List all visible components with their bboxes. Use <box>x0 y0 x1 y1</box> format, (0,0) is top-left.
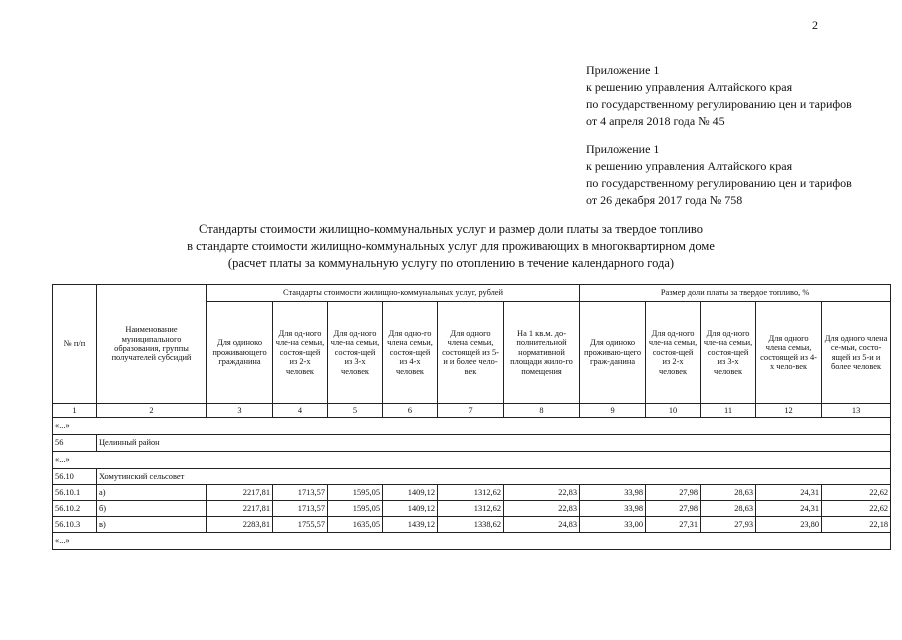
row-code: 56.10.1 <box>53 485 97 501</box>
region-name: Целинный район <box>97 435 891 452</box>
column-number: 2 <box>97 404 207 418</box>
row-value: 24,31 <box>756 485 822 501</box>
row-value: 22,18 <box>822 517 891 533</box>
row-mark: в) <box>97 517 207 533</box>
header-sub1: Для одно-го члена семьи, состоя-щей из 4-х человек <box>383 302 438 404</box>
title-line: Стандарты стоимости жилищно-коммунальных услуг и размер доли платы за твердое топливо <box>199 222 703 236</box>
table-row <box>53 501 891 517</box>
row-value: 27,93 <box>701 517 756 533</box>
row-code: 56.10.2 <box>53 501 97 517</box>
header-sub1: На 1 кв.м. до-полнительной нормативной площади жило-го помещения <box>504 302 580 404</box>
ellipsis-row <box>53 533 891 550</box>
row-value: 27,98 <box>646 485 701 501</box>
column-number: 1 <box>53 404 97 418</box>
row-value: 1439,12 <box>383 517 438 533</box>
row-value: 33,98 <box>580 501 646 517</box>
row-value: 27,98 <box>646 501 701 517</box>
column-number: 4 <box>273 404 328 418</box>
title-line: (расчет платы за коммунальную услугу по отоплению в течение календарного года) <box>227 256 675 270</box>
appendix-line: от 26 декабря 2017 года № 758 <box>586 193 743 207</box>
column-number: 5 <box>328 404 383 418</box>
header-sub2: Для од-ного чле-на семьи, состоя-щей из 2-х человек <box>646 302 701 404</box>
row-value: 33,98 <box>580 485 646 501</box>
settlement-name: Хомутинский сельсовет <box>97 469 891 485</box>
appendix-line: к решению управления Алтайского края <box>586 159 793 173</box>
appendix-line: к решению управления Алтайского края <box>586 80 793 94</box>
row-value: 1409,12 <box>383 501 438 517</box>
row-value: 1595,05 <box>328 485 383 501</box>
row-value: 23,80 <box>756 517 822 533</box>
row-mark: а) <box>97 485 207 501</box>
row-value: 24,83 <box>504 517 580 533</box>
row-value: 22,83 <box>504 501 580 517</box>
row-value: 22,62 <box>822 485 891 501</box>
row-value: 24,31 <box>756 501 822 517</box>
row-value: 28,63 <box>701 501 756 517</box>
table-row <box>53 517 891 533</box>
settlement-row <box>53 469 891 485</box>
standards-table <box>52 284 891 550</box>
column-number: 8 <box>504 404 580 418</box>
header-group-standards: Стандарты стоимости жилищно-коммунальных услуг, рублей <box>207 285 580 302</box>
row-value: 2217,81 <box>207 485 273 501</box>
appendix-line: Приложение 1 <box>586 63 660 77</box>
ellipsis-row <box>53 418 891 435</box>
row-value: 22,83 <box>504 485 580 501</box>
header-sub2: Для од-ного чле-на семьи, состоя-щей из 3-х человек <box>701 302 756 404</box>
ellipsis: «...» <box>53 533 891 550</box>
row-value: 1713,57 <box>273 485 328 501</box>
title-line: в стандарте стоимости жилищно-коммунальных услуг для проживающих в многоквартирном доме <box>187 239 715 253</box>
header-sub1: Для од-ного чле-на семьи, состоя-щей из 2-х человек <box>273 302 328 404</box>
row-value: 33,00 <box>580 517 646 533</box>
page-number: 2 <box>812 18 818 32</box>
column-number: 9 <box>580 404 646 418</box>
header-col-no: № п/п <box>53 285 97 404</box>
row-code: 56.10.3 <box>53 517 97 533</box>
ellipsis: «...» <box>53 418 891 435</box>
document-title <box>0 221 902 272</box>
ellipsis: «...» <box>53 452 891 469</box>
appendix-line: Приложение 1 <box>586 142 660 156</box>
table-row <box>53 485 891 501</box>
row-value: 28,63 <box>701 485 756 501</box>
row-value: 22,62 <box>822 501 891 517</box>
header-sub2: Для одиноко проживаю-щего граж-данина <box>580 302 646 404</box>
column-number: 10 <box>646 404 701 418</box>
header-sub2: Для одного члена семьи, состоящей из 4-х чело-век <box>756 302 822 404</box>
row-value: 1409,12 <box>383 485 438 501</box>
appendix-header-2 <box>586 141 852 209</box>
row-value: 1635,05 <box>328 517 383 533</box>
column-number: 7 <box>438 404 504 418</box>
row-value: 1595,05 <box>328 501 383 517</box>
column-number: 3 <box>207 404 273 418</box>
row-value: 1312,62 <box>438 501 504 517</box>
header-sub1: Для од-ного чле-на семьи, состоя-щей из 3-х человек <box>328 302 383 404</box>
header-group-share: Размер доли платы за твердое топливо, % <box>580 285 891 302</box>
header-col-name: Наименование муниципального образования, группы получателей субсидий <box>97 285 207 404</box>
column-number: 12 <box>756 404 822 418</box>
row-value: 1312,62 <box>438 485 504 501</box>
appendix-header-1 <box>586 62 852 130</box>
column-number: 6 <box>383 404 438 418</box>
column-number: 11 <box>701 404 756 418</box>
row-value: 27,31 <box>646 517 701 533</box>
appendix-line: по государственному регулированию цен и тарифов <box>586 97 852 111</box>
ellipsis-row <box>53 452 891 469</box>
row-value: 1713,57 <box>273 501 328 517</box>
row-value: 1338,62 <box>438 517 504 533</box>
header-sub1: Для одного члена семьи, состоящей из 5-и и более чело-век <box>438 302 504 404</box>
header-sub1: Для одиноко проживающего гражданина <box>207 302 273 404</box>
header-sub2: Для одного члена се-мьи, состо-ящей из 5-и и более человек <box>822 302 891 404</box>
region-row <box>53 435 891 452</box>
appendix-line: от 4 апреля 2018 года № 45 <box>586 114 725 128</box>
settlement-code: 56.10 <box>53 469 97 485</box>
appendix-line: по государственному регулированию цен и тарифов <box>586 176 852 190</box>
region-code: 56 <box>53 435 97 452</box>
column-number-row <box>53 404 891 418</box>
row-value: 2283,81 <box>207 517 273 533</box>
column-number: 13 <box>822 404 891 418</box>
row-value: 1755,57 <box>273 517 328 533</box>
row-value: 2217,81 <box>207 501 273 517</box>
row-mark: б) <box>97 501 207 517</box>
